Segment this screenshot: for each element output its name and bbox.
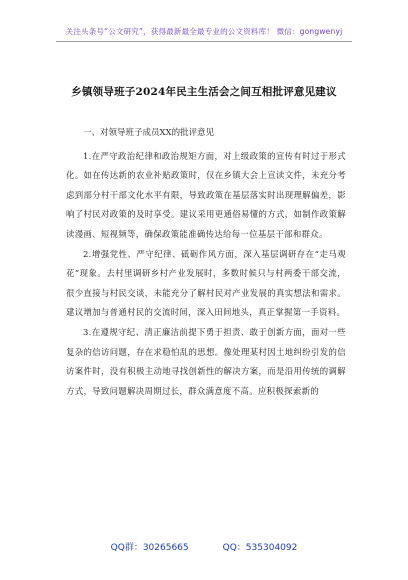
section-heading: 一、对领导班子成员XX的批评意见 xyxy=(83,128,215,138)
paragraph-2: 2.增强党性、严守纪律、砥砺作风方面，深入基层调研存在“走马观花”现象。去村里调研乡村产业发展时，多数时候只与村两委干部交流，很少直接与村民交谈，未能充分了解村民对产业发展的真实想法和需求。建议增加与普通村民的交流时间，深入田间地头，真正掌握第一手资料。 xyxy=(66,248,346,318)
document-body xyxy=(66,124,346,401)
footer-qq-group: QQ群：30265665 xyxy=(110,543,189,553)
footer-contact xyxy=(0,540,408,553)
header-divider xyxy=(56,41,352,42)
document-title: 乡镇领导班子2024年民主生活会之间互相批评意见建议 xyxy=(71,86,337,98)
footer-qq: QQ：535304092 xyxy=(222,543,298,553)
header-notice: 关注头条号“公文研究”，获得最新最全最专业的公文资料库！ 微信：gongwenyj xyxy=(65,27,343,36)
paragraph-1: 1.在严守政治纪律和政治规矩方面，对上级政策的宣传有时过于形式化。如在传达新的农业补贴政策时，仅在乡镇大会上宣读文件，未充分考虑到部分村干部文化水平有限，导致政策在基层落实时出现理解偏差，影响了村民对政策的及时享受。建议采用更通俗易懂的方式，如制作政策解读漫画、短视频等，确保政策能准确传达给每一位基层干部和群众。 xyxy=(66,150,346,239)
paragraph-3: 3.在遵规守纪、清正廉洁前提下勇于担责、敢于创新方面，面对一些复杂的信访问题，存在求稳怕乱的思想。像处理某村因土地纠纷引发的信访案件时，没有积极主动地寻找创新性的解决方案，而是沿用传统的调解方式，导致问题解决周期过长，群众满意度不高。应积极探索新的 xyxy=(66,326,346,396)
